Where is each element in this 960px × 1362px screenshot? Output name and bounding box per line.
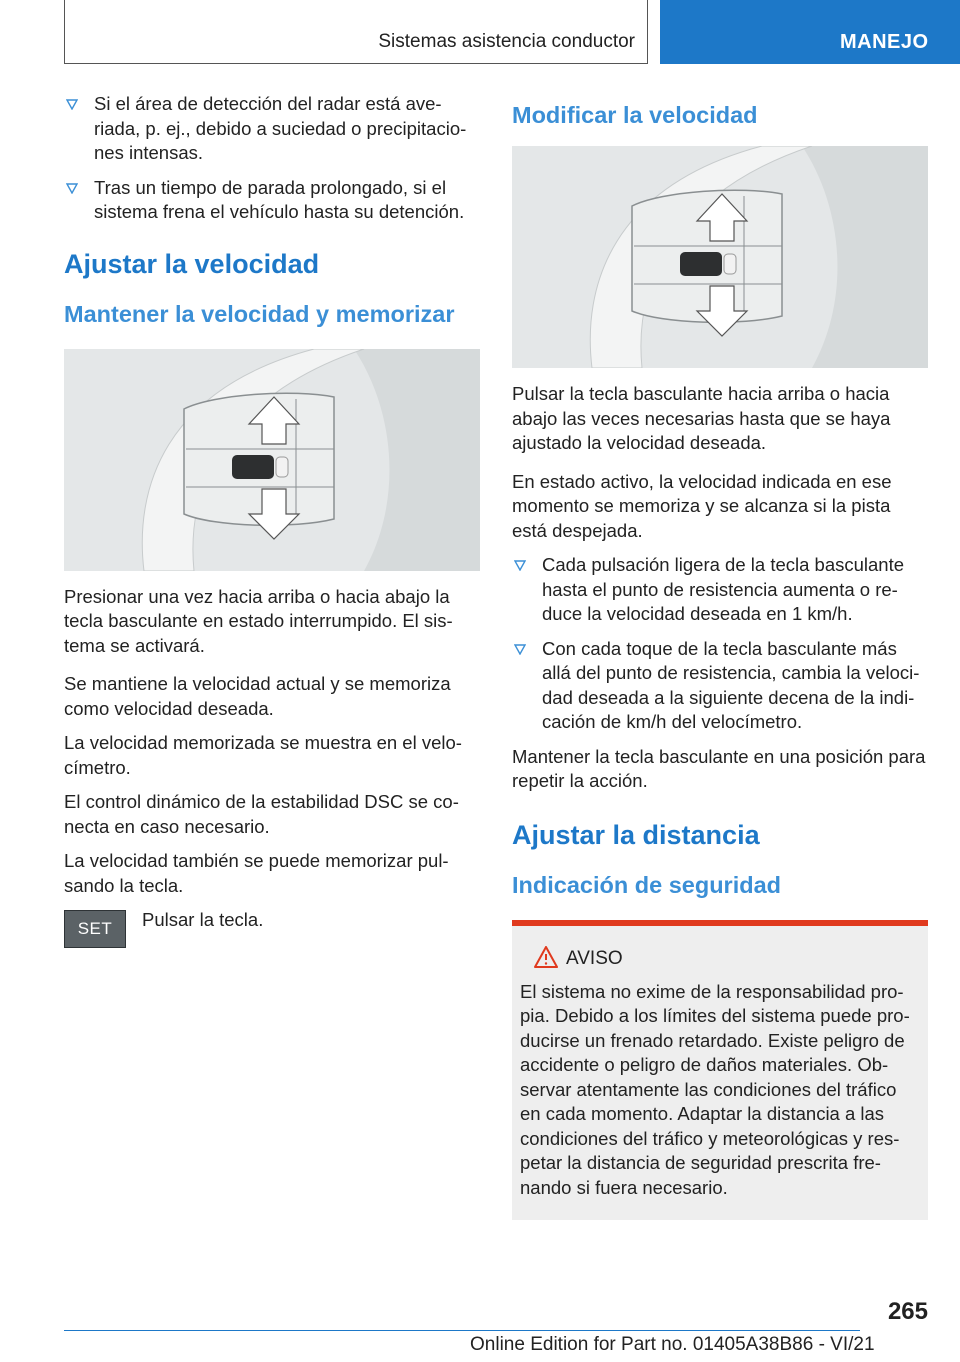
triangle-bullet-icon — [66, 183, 78, 194]
right-column — [512, 92, 928, 1220]
set-button-symbol: SET — [64, 910, 126, 948]
triangle-bullet-icon — [66, 99, 78, 110]
set-instruction-row — [64, 908, 480, 952]
list-item — [64, 92, 480, 166]
heading-modify-speed: Modificar la velocidad — [512, 102, 758, 128]
list-item — [512, 553, 928, 627]
list-item — [512, 637, 928, 735]
header-section-box — [64, 0, 648, 64]
left-column — [64, 92, 480, 952]
chapter-tab-label: MANEJO — [840, 31, 929, 53]
warning-text: El sistema no exime de la responsabilidad pro-pia. Debido a los límites del sistema puede pro-ducirse un frenado retardado. Existe peligro de accidente o peligro de daños materiales. Ob-servar atentamente las condiciones del tráfico en cada momento. Adaptar la distancia a las condiciones del tráfico y meteorológicas y res-petar la distancia de seguridad prescrita fre-nando si fuera necesario. — [520, 980, 910, 1198]
paragraph: La velocidad memorizada se muestra en el velo-címetro. — [64, 732, 462, 778]
heading-adjust-speed: Ajustar la velocidad — [64, 248, 320, 279]
warning-title: AVISO — [566, 947, 623, 969]
steering-switch-illustration — [64, 349, 480, 571]
paragraph: El control dinámico de la estabilidad DSC se co-necta en caso necesario. — [64, 791, 459, 837]
list-item — [64, 176, 480, 225]
section-title: Sistemas asistencia conductor — [378, 31, 635, 52]
paragraph: Presionar una vez hacia arriba o hacia abajo la tecla basculante en estado interrumpido. El sis-tema se activará. — [64, 585, 453, 656]
paragraph: Mantener la tecla basculante en una posición para repetir la acción. — [512, 745, 926, 791]
footer-divider — [64, 1330, 860, 1331]
heading-keep-speed: Mantener la velocidad y memorizar — [64, 300, 455, 327]
heading-safety-note: Indicación de seguridad — [512, 871, 781, 898]
paragraph: La velocidad también se puede memorizar pul-sando la tecla. — [64, 850, 449, 896]
triangle-bullet-icon — [514, 560, 526, 571]
steering-wheel-buttons-image — [64, 349, 480, 571]
list-item-text: Si el área de detección del radar está ave-riada, p. ej., debido a suciedad o precipitacio-nes intensas. — [94, 93, 467, 163]
steering-switch-illustration — [512, 146, 928, 368]
triangle-bullet-icon — [514, 644, 526, 655]
heading-adjust-distance: Ajustar la distancia — [512, 819, 760, 850]
list-item-text: Cada pulsación ligera de la tecla basculante hasta el punto de resistencia aumenta o re-duce la velocidad deseada en 1 km/h. — [542, 554, 905, 624]
list-item-text: Con cada toque de la tecla basculante más allá del punto de resistencia, cambia la veloci-dad deseada a la siguiente decena de la indi-cación de km/h del velocímetro. — [542, 637, 920, 732]
steering-wheel-buttons-image — [512, 146, 928, 368]
paragraph: Pulsar la tecla basculante hacia arriba o hacia abajo las veces necesarias hasta que se haya ajustado la velocidad deseada. — [512, 383, 891, 453]
list-item-text: Tras un tiempo de parada prolongado, si el sistema frena el vehículo hasta su detención. — [94, 176, 465, 222]
warning-header — [520, 946, 920, 976]
edition-note: Online Edition for Part no. 01405A38B86 - VI/21 — [470, 1334, 875, 1355]
warning-box — [512, 920, 928, 1221]
page-number: 265 — [887, 1298, 928, 1325]
set-instruction-text: Pulsar la tecla. — [142, 909, 264, 930]
warning-triangle-icon — [534, 946, 558, 968]
paragraph: En estado activo, la velocidad indicada en ese momento se memoriza y se alcanza si la pista está despejada. — [512, 470, 892, 541]
chapter-tab[interactable] — [660, 0, 960, 64]
paragraph: Se mantiene la velocidad actual y se memoriza como velocidad deseada. — [64, 673, 451, 719]
